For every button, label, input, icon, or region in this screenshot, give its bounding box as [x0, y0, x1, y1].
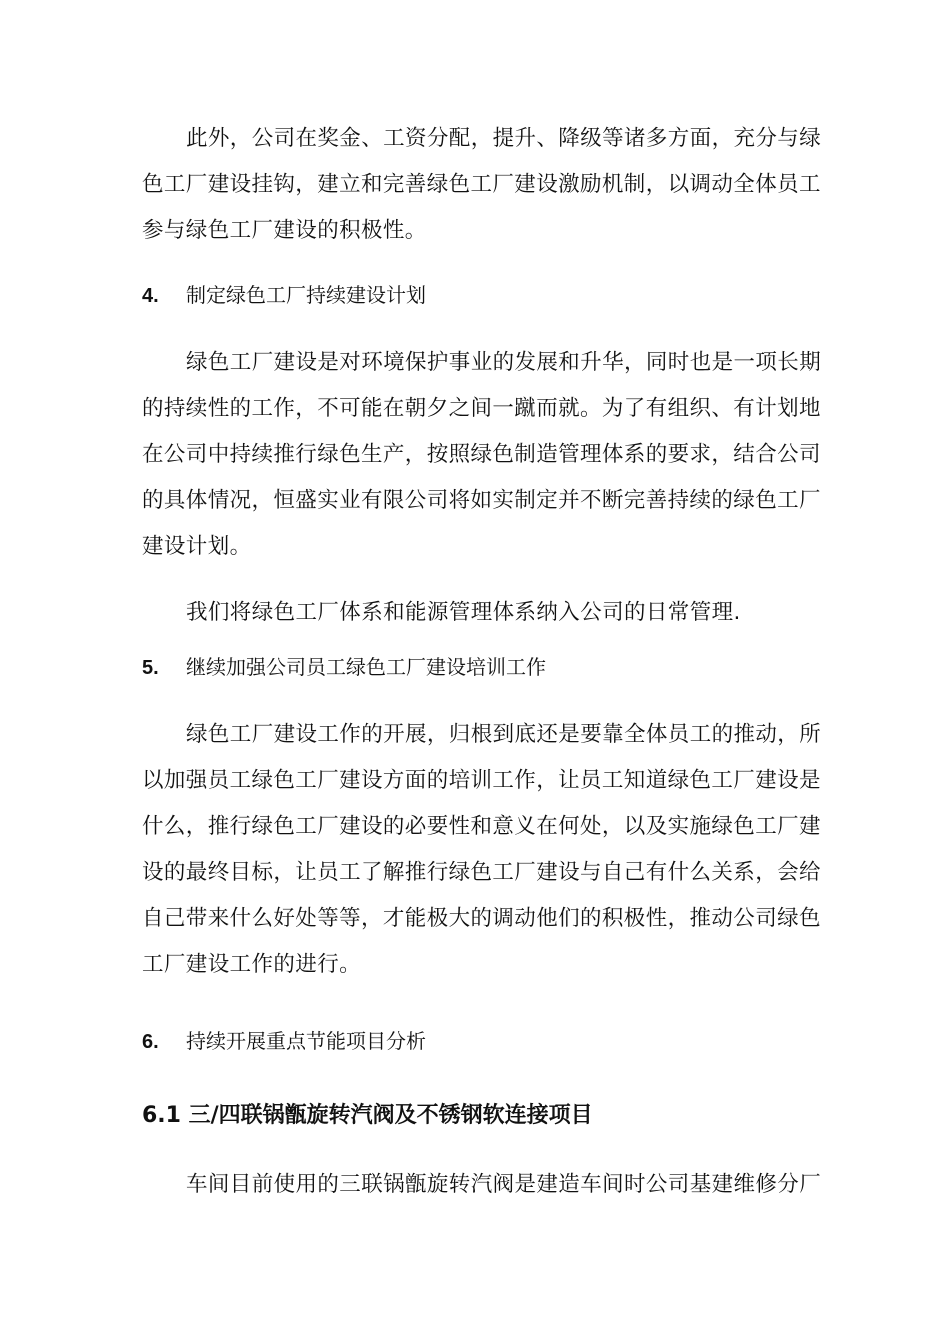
paragraph-line: 参与绿色工厂建设的积极性。	[142, 218, 427, 243]
subsection-heading-6-1	[142, 1100, 593, 1132]
paragraph-workshop	[142, 1162, 842, 1208]
paragraph-incentive	[142, 116, 842, 254]
paragraph-line: 自己带来什么好处等等，才能极大的调动他们的积极性，推动公司绿色	[142, 906, 821, 931]
paragraph-line: 工厂建设工作的进行。	[142, 952, 362, 977]
section-heading-4	[142, 280, 426, 311]
paragraph-line: 的具体情况，恒盛实业有限公司将如实制定并不断完善持续的绿色工厂	[142, 488, 821, 513]
paragraph-line: 在公司中持续推行绿色生产，按照绿色制造管理体系的要求，结合公司	[142, 442, 821, 467]
paragraph-line: 绿色工厂建设工作的开展，归根到底还是要靠全体员工的推动，所	[186, 722, 822, 747]
section-number: 6.	[142, 1031, 159, 1053]
paragraph-line: 设的最终目标，让员工了解推行绿色工厂建设与自己有什么关系，会给	[142, 860, 821, 885]
section-number: 5.	[142, 657, 159, 679]
section-number: 4.	[142, 285, 159, 307]
paragraph-plan	[142, 340, 842, 570]
subsection-title: 6.1 三/四联锅甑旋转汽阀及不锈钢软连接项目	[142, 1103, 593, 1128]
section-heading-6	[142, 1026, 426, 1057]
section-title: 持续开展重点节能项目分析	[186, 1029, 426, 1053]
paragraph-line: 以加强员工绿色工厂建设方面的培训工作，让员工知道绿色工厂建设是	[142, 768, 821, 793]
section-title: 继续加强公司员工绿色工厂建设培训工作	[186, 655, 546, 679]
paragraph-management	[142, 590, 842, 636]
paragraph-line: 建设计划。	[142, 534, 252, 559]
paragraph-line: 什么，推行绿色工厂建设的必要性和意义在何处，以及实施绿色工厂建	[142, 814, 821, 839]
paragraph-line: 我们将绿色工厂体系和能源管理体系纳入公司的日常管理.	[186, 600, 741, 625]
paragraph-line: 此外，公司在奖金、工资分配，提升、降级等诸多方面，充分与绿	[186, 126, 822, 151]
paragraph-line: 车间目前使用的三联锅甑旋转汽阀是建造车间时公司基建维修分厂	[186, 1172, 822, 1197]
paragraph-line: 色工厂建设挂钩，建立和完善绿色工厂建设激励机制，以调动全体员工	[142, 172, 821, 197]
paragraph-training	[142, 712, 842, 988]
section-heading-5	[142, 652, 546, 683]
paragraph-line: 的持续性的工作，不可能在朝夕之间一蹴而就。为了有组织、有计划地	[142, 396, 821, 421]
section-title: 制定绿色工厂持续建设计划	[186, 283, 426, 307]
paragraph-line: 绿色工厂建设是对环境保护事业的发展和升华，同时也是一项长期	[186, 350, 822, 375]
